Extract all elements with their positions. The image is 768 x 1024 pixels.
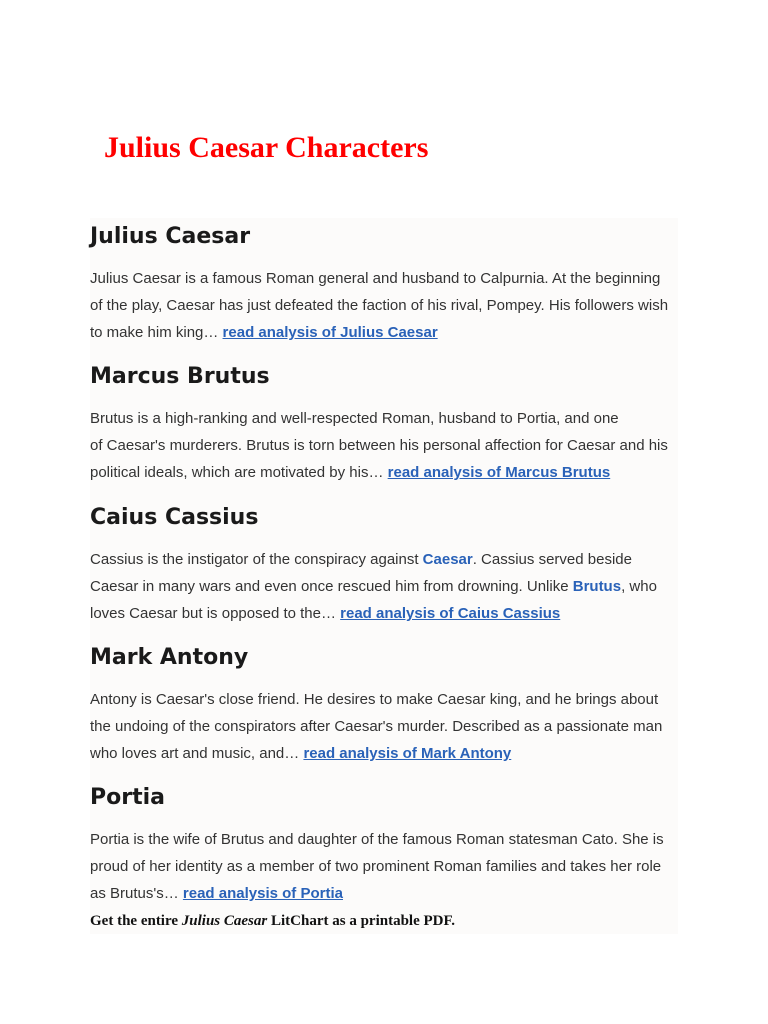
- description-line: [90, 573, 678, 600]
- character-section-mark-antony: [90, 645, 678, 767]
- description-text: political ideals, which are motivated by his…: [90, 464, 388, 481]
- characters-list: [90, 218, 678, 934]
- description-line: [90, 880, 678, 907]
- description-text: , who: [621, 578, 657, 595]
- description-line: of Caesar's murderers. Brutus is torn between his personal affection for Caesar and his: [90, 437, 668, 454]
- description-text: Caesar in many wars and even once rescued him from drowning. Unlike: [90, 578, 573, 595]
- description-line: Brutus is a high-ranking and well-respected Roman, husband to Portia, and one: [90, 410, 619, 427]
- character-section-julius-caesar: [90, 224, 678, 346]
- description-line: proud of her identity as a member of two prominent Roman families and takes her role: [90, 858, 662, 875]
- character-section-portia: [90, 785, 678, 907]
- character-heading-julius-caesar: Julius Caesar: [90, 224, 251, 249]
- description-text: who loves art and music, and…: [90, 745, 304, 762]
- read-analysis-marcus-brutus-link[interactable]: read analysis of Marcus Brutus: [387, 464, 611, 481]
- description-text: loves Caesar but is opposed to the…: [90, 605, 341, 622]
- character-description-julius-caesar: [90, 265, 678, 346]
- character-section-caius-cassius: [90, 505, 678, 627]
- description-line: Portia is the wife of Brutus and daughter of the famous Roman statesman Cato. She is: [90, 831, 664, 848]
- character-section-marcus-brutus: [90, 364, 678, 486]
- pdf-note-text: LitChart as a printable PDF.: [267, 913, 456, 929]
- character-description-caius-cassius: [90, 546, 678, 627]
- caesar-character-link[interactable]: Caesar: [422, 551, 473, 568]
- character-description-marcus-brutus: [90, 405, 678, 486]
- read-analysis-julius-caesar-link[interactable]: read analysis of Julius Caesar: [222, 324, 438, 341]
- character-heading-caius-cassius: Caius Cassius: [90, 505, 259, 530]
- character-description-portia: [90, 826, 678, 907]
- description-line: [90, 600, 678, 627]
- description-line: of the play, Caesar has just defeated the faction of his rival, Pompey. His followers wish: [90, 297, 669, 314]
- printable-pdf-note: [90, 911, 455, 931]
- description-line: the undoing of the conspirators after Caesar's murder. Described as a passionate man: [90, 718, 663, 735]
- description-line: [90, 546, 678, 573]
- character-heading-mark-antony: Mark Antony: [90, 645, 249, 670]
- description-line: Julius Caesar is a famous Roman general and husband to Calpurnia. At the beginning: [90, 270, 661, 287]
- read-analysis-portia-link[interactable]: read analysis of Portia: [182, 885, 343, 902]
- page-title: Julius Caesar Characters: [104, 131, 429, 164]
- description-line: [90, 319, 678, 346]
- description-text: to make him king…: [90, 324, 223, 341]
- pdf-note-book-title: Julius Caesar: [181, 913, 268, 929]
- pdf-note-text: Get the entire: [90, 913, 182, 929]
- description-text: Cassius is the instigator of the conspiracy against: [90, 551, 423, 568]
- read-analysis-caius-cassius-link[interactable]: read analysis of Caius Cassius: [340, 605, 561, 622]
- brutus-character-link[interactable]: Brutus: [572, 578, 622, 595]
- character-heading-marcus-brutus: Marcus Brutus: [90, 364, 270, 389]
- description-text: . Cassius served beside: [472, 551, 632, 568]
- description-line: Antony is Caesar's close friend. He desires to make Caesar king, and he brings about: [90, 691, 659, 708]
- description-line: [90, 740, 678, 767]
- description-line: [90, 459, 678, 486]
- read-analysis-mark-antony-link[interactable]: read analysis of Mark Antony: [303, 745, 512, 762]
- description-text: as Brutus's…: [90, 885, 183, 902]
- character-heading-portia: Portia: [90, 785, 165, 810]
- character-description-mark-antony: [90, 686, 678, 767]
